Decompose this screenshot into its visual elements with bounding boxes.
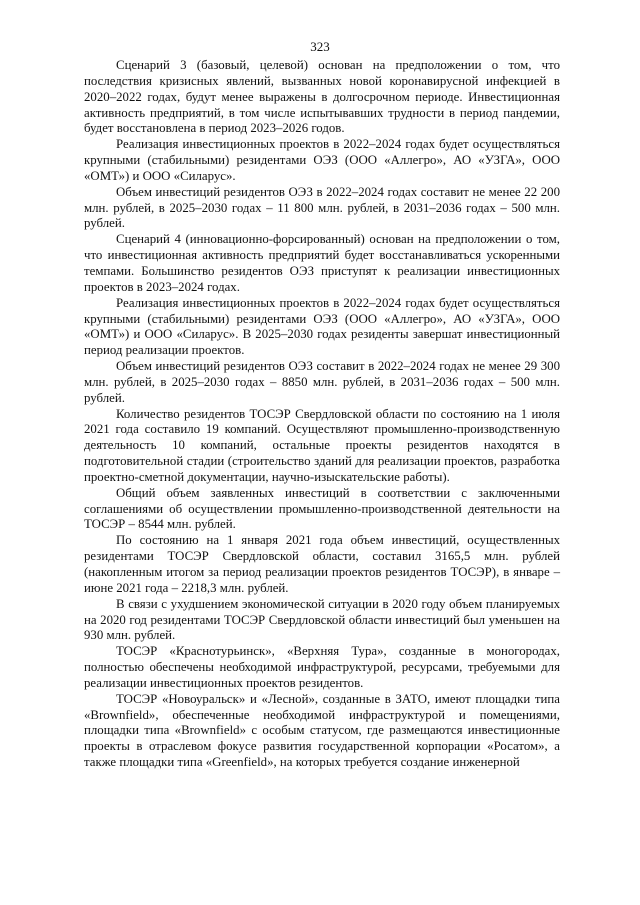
paragraph: В связи с ухудшением экономической ситуации в 2020 году объем планируемых на 2020 год резидентами ТОСЭР Свердловской области инвестиций был уменьшен на 930 млн. рублей.: [84, 596, 560, 643]
paragraph: ТОСЭР «Новоуральск» и «Лесной», созданные в ЗАТО, имеют площадки типа «Brownfield», обеспеченные необходимой инфраструктурой и помещениями, площадки типа «Brownfield» с особым статусом, где размещаются инвестиционные проекты в отраслевом фокусе развития государственной корпорации «Росатом», а также площадки типа «Greenfield», на которых требуется создание инженерной: [84, 691, 560, 770]
paragraph: Объем инвестиций резидентов ОЭЗ составит в 2022–2024 годах не менее 29 300 млн. рублей, в 2025–2030 годах – 8850 млн. рублей, в 2031–2036 годах – 500 млн. рублей.: [84, 359, 560, 405]
paragraph: Сценарий 3 (базовый, целевой) основан на предположении о том, что последствия кризисных явлений, вызванных новой коронавирусной инфекцией в 2020–2022 годах, будут менее выражены в долгосрочном периоде. Инвестиционная активность предприятий, в том числе испытывавших трудности в период пандемии, будет восстановлена в период 2023–2026 годов.: [84, 58, 560, 136]
paragraph: Реализация инвестиционных проектов в 2022–2024 годах будет осуществляться крупными (стабильными) резидентами ОЭЗ (ООО «Аллегро», АО «УЗГА», ООО «ОМТ») и ООО «Силарус». В 2025–2030 годах резиденты завершат инвестиционный период реализации проектов.: [84, 295, 560, 358]
paragraph: Количество резидентов ТОСЭР Свердловской области по состоянию на 1 июля 2021 года составило 19 компаний. Осуществляют промышленно-производственную деятельность 10 компаний, остальные проекты резидентов находятся в подготовительной стадии (строительство зданий для реализации проектов, разработка проектно-сметной документации, научно-изыскательские работы).: [84, 406, 560, 484]
paragraph: Реализация инвестиционных проектов в 2022–2024 годах будет осуществляться крупными (стабильными) резидентами ОЭЗ (ООО «Аллегро», АО «УЗГА», ООО «ОМТ») и ООО «Силарус».: [84, 137, 560, 183]
document-body: [84, 58, 560, 771]
paragraph: Сценарий 4 (инновационно-форсированный) основан на предположении о том, что инвестиционная активность предприятий будет восстанавливаться ускоренными темпами. Большинство резидентов ОЭЗ приступят к реализации инвестиционных проектов в 2023–2024 годах.: [84, 232, 560, 294]
paragraph: Объем инвестиций резидентов ОЭЗ в 2022–2024 годах составит не менее 22 200 млн. рублей, в 2025–2030 годах – 11 800 млн. рублей, в 2031–2036 годах – 500 млн. рублей.: [84, 184, 560, 231]
paragraph: Общий объем заявленных инвестиций в соответствии с заключенными соглашениями об осуществлении промышленно-производственной деятельности на ТОСЭР – 8544 млн. рублей.: [84, 485, 560, 532]
page-number: 323: [310, 39, 330, 54]
paragraph: По состоянию на 1 января 2021 года объем инвестиций, осуществленных резидентами ТОСЭР Свердловской области, составил 3165,5 млн. рублей (накопленным итогом за период реализации проектов резидентов ТОСЭР), в январе – июне 2021 года – 2218,3 млн. рублей.: [84, 533, 560, 595]
paragraph: ТОСЭР «Краснотурьинск», «Верхняя Тура», созданные в моногородах, полностью обеспечены необходимой инфраструктурой, ресурсами, требуемыми для реализации инвестиционных проектов резидентов.: [84, 644, 560, 690]
